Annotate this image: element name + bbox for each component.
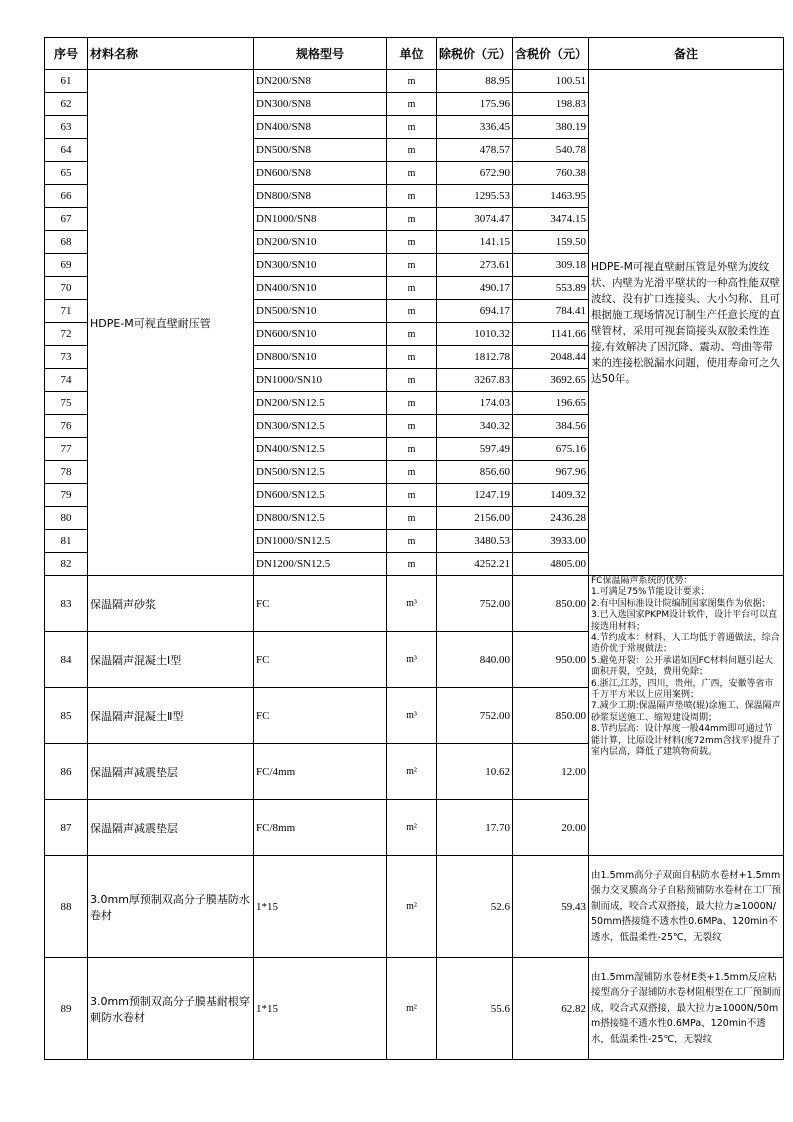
row-number: 86: [45, 744, 88, 800]
spec-model: DN400/SN8: [254, 116, 387, 139]
price-excl-tax: 3074.47: [437, 208, 513, 231]
unit: m: [387, 553, 437, 576]
row-number: 75: [45, 392, 88, 415]
unit: m: [387, 484, 437, 507]
price-incl-tax: 20.00: [513, 800, 589, 856]
price-incl-tax: 675.16: [513, 438, 589, 461]
unit: m²: [387, 856, 437, 958]
row-number: 76: [45, 415, 88, 438]
spec-model: FC: [254, 576, 387, 632]
price-excl-tax: 1247.19: [437, 484, 513, 507]
unit: m: [387, 231, 437, 254]
price-incl-tax: 4805.00: [513, 553, 589, 576]
price-incl-tax: 2048.44: [513, 346, 589, 369]
unit: m: [387, 93, 437, 116]
row-number: 88: [45, 856, 88, 958]
header-price-ex: 除税价（元）: [437, 38, 513, 70]
spec-model: DN1000/SN8: [254, 208, 387, 231]
spec-model: DN600/SN10: [254, 323, 387, 346]
spec-model: DN1000/SN10: [254, 369, 387, 392]
unit: m: [387, 208, 437, 231]
row-number: 71: [45, 300, 88, 323]
spec-model: DN1000/SN12.5: [254, 530, 387, 553]
unit: m: [387, 162, 437, 185]
header-unit: 单位: [387, 38, 437, 70]
unit: m: [387, 392, 437, 415]
table-row: [45, 576, 784, 632]
spec-model: DN400/SN12.5: [254, 438, 387, 461]
price-incl-tax: 159.50: [513, 231, 589, 254]
price-excl-tax: 1812.78: [437, 346, 513, 369]
price-excl-tax: 55.6: [437, 958, 513, 1060]
spec-model: DN800/SN8: [254, 185, 387, 208]
price-incl-tax: 1141.66: [513, 323, 589, 346]
price-excl-tax: 340.32: [437, 415, 513, 438]
price-incl-tax: 196.65: [513, 392, 589, 415]
remark-line: 7.减少工期:保温隔声垫喷(辊)涂施工、保温隔声砂浆泵送施工、缩短建设周期；: [591, 701, 781, 723]
remark-line: 8.节约层高：设计厚度一般44mm即可通过节能计算，比原设计材料(度72mm含找平)提升了室内层高，降低了建筑物荷载。: [591, 724, 781, 758]
row-number: 64: [45, 139, 88, 162]
header-spec: 规格型号: [254, 38, 387, 70]
price-excl-tax: 141.15: [437, 231, 513, 254]
row-number: 72: [45, 323, 88, 346]
row-number: 68: [45, 231, 88, 254]
row-number: 77: [45, 438, 88, 461]
remark-line: 4.节约成本：材料、人工均低于普通做法，综合造价优于常规做法；: [591, 633, 780, 655]
unit: m: [387, 254, 437, 277]
unit: m²: [387, 800, 437, 856]
price-incl-tax: 384.56: [513, 415, 589, 438]
row-number: 67: [45, 208, 88, 231]
table-body: [45, 70, 784, 1060]
row-number: 74: [45, 369, 88, 392]
price-incl-tax: 967.96: [513, 461, 589, 484]
price-incl-tax: 760.38: [513, 162, 589, 185]
spec-model: DN300/SN8: [254, 93, 387, 116]
price-excl-tax: 672.90: [437, 162, 513, 185]
table-row: [45, 958, 784, 1060]
price-excl-tax: 52.6: [437, 856, 513, 958]
row-number: 70: [45, 277, 88, 300]
spec-model: DN200/SN12.5: [254, 392, 387, 415]
unit: m²: [387, 958, 437, 1060]
remark-hdpe: HDPE-M可视直壁耐压管是外壁为波纹状、内壁为光滑平壁状的一种高性能双壁波纹、没有扩口连接头、大小匀称、且可根据施工现场情况订制生产任意长度的直壁管材，采用可视套筒接头双胶柔性连接,有效解决了因沉降、震动、弯曲等带来的连接松脱漏水问题，使用寿命可之久达50年。: [589, 70, 784, 576]
price-incl-tax: 850.00: [513, 688, 589, 744]
row-number: 69: [45, 254, 88, 277]
price-incl-tax: 850.00: [513, 576, 589, 632]
material-name: 保温隔声减震垫层: [88, 800, 254, 856]
material-name: 保温隔声砂浆: [88, 576, 254, 632]
unit: m²: [387, 744, 437, 800]
price-incl-tax: 950.00: [513, 632, 589, 688]
row-number: 89: [45, 958, 88, 1060]
row-number: 73: [45, 346, 88, 369]
price-excl-tax: 752.00: [437, 688, 513, 744]
price-excl-tax: 174.03: [437, 392, 513, 415]
price-excl-tax: 1010.32: [437, 323, 513, 346]
price-excl-tax: 17.70: [437, 800, 513, 856]
unit: m: [387, 116, 437, 139]
material-name: HDPE-M可视直壁耐压管: [88, 70, 254, 576]
price-excl-tax: 10.62: [437, 744, 513, 800]
spec-model: DN500/SN12.5: [254, 461, 387, 484]
unit: m: [387, 346, 437, 369]
row-number: 87: [45, 800, 88, 856]
row-number: 63: [45, 116, 88, 139]
price-excl-tax: 3480.53: [437, 530, 513, 553]
unit: m: [387, 70, 437, 93]
unit: m: [387, 369, 437, 392]
row-number: 79: [45, 484, 88, 507]
spec-model: DN300/SN12.5: [254, 415, 387, 438]
price-incl-tax: 3933.00: [513, 530, 589, 553]
spec-model: DN600/SN12.5: [254, 484, 387, 507]
row-number: 61: [45, 70, 88, 93]
price-excl-tax: 856.60: [437, 461, 513, 484]
remark-line: 3.已入选国家PKPM设计软件，设计平台可以直接选用材料；: [591, 610, 778, 632]
price-excl-tax: 1295.53: [437, 185, 513, 208]
spec-model: DN1200/SN12.5: [254, 553, 387, 576]
material-name: 保温隔声混凝土Ⅰ型: [88, 632, 254, 688]
remark-line: 6.浙江,江苏，四川，贵州，广西，安徽等省市千万平方米以上应用案例；: [591, 678, 774, 701]
price-excl-tax: 273.61: [437, 254, 513, 277]
unit: m: [387, 185, 437, 208]
header-price-in: 含税价（元）: [513, 38, 589, 70]
header-no: 序号: [45, 38, 88, 70]
row-number: 85: [45, 688, 88, 744]
material-name: 保温隔声减震垫层: [88, 744, 254, 800]
spec-model: DN800/SN12.5: [254, 507, 387, 530]
price-excl-tax: 2156.00: [437, 507, 513, 530]
price-excl-tax: 3267.83: [437, 369, 513, 392]
material-name: 3.0mm厚预制双高分子膜基防水卷材: [88, 856, 254, 958]
unit: m: [387, 323, 437, 346]
price-incl-tax: 100.51: [513, 70, 589, 93]
row-number: 78: [45, 461, 88, 484]
row-number: 84: [45, 632, 88, 688]
unit: m: [387, 507, 437, 530]
spec-model: DN200/SN10: [254, 231, 387, 254]
unit: m³: [387, 632, 437, 688]
price-incl-tax: 309.18: [513, 254, 589, 277]
header-row: [45, 38, 784, 70]
remark-membrane: 由1.5mm高分子双面自粘防水卷材+1.5mm强力交叉膜高分子自粘预铺防水卷材在工厂预制而成，咬合式双搭接，最大拉力≥1000N/50mm搭接缝不透水性0.6MPa、120min不透水，低温柔性-25℃，无裂纹: [589, 856, 784, 958]
price-excl-tax: 694.17: [437, 300, 513, 323]
remark-fc: [589, 576, 784, 856]
price-incl-tax: 2436.28: [513, 507, 589, 530]
table-row: [45, 856, 784, 958]
price-incl-tax: 12.00: [513, 744, 589, 800]
unit: m: [387, 139, 437, 162]
row-number: 62: [45, 93, 88, 116]
price-excl-tax: 175.96: [437, 93, 513, 116]
price-incl-tax: 540.78: [513, 139, 589, 162]
remark-line: FC保温隔声系统的优势：: [591, 576, 693, 586]
material-price-table: [44, 37, 784, 1060]
spec-model: DN200/SN8: [254, 70, 387, 93]
row-number: 83: [45, 576, 88, 632]
unit: m³: [387, 688, 437, 744]
spec-model: 1*15: [254, 856, 387, 958]
spec-model: FC/4mm: [254, 744, 387, 800]
spec-model: DN500/SN8: [254, 139, 387, 162]
spec-model: DN800/SN10: [254, 346, 387, 369]
unit: m: [387, 438, 437, 461]
header-name: 材料名称: [88, 38, 254, 70]
unit: m³: [387, 576, 437, 632]
remark-line: 2.有中国标准设计院编制国家图集作为依据；: [591, 598, 771, 609]
price-incl-tax: 59.43: [513, 856, 589, 958]
spec-model: FC: [254, 632, 387, 688]
remark-line: 5.避免开裂：公开承诺如因FC材料问题引起大面积开裂，空鼓，费用免除；: [591, 655, 774, 678]
price-incl-tax: 784.41: [513, 300, 589, 323]
unit: m: [387, 415, 437, 438]
spec-model: FC/8mm: [254, 800, 387, 856]
price-incl-tax: 380.19: [513, 116, 589, 139]
price-incl-tax: 3692.65: [513, 369, 589, 392]
unit: m: [387, 530, 437, 553]
spec-model: DN500/SN10: [254, 300, 387, 323]
table-row: [45, 70, 784, 93]
row-number: 80: [45, 507, 88, 530]
price-excl-tax: 490.17: [437, 277, 513, 300]
price-incl-tax: 1409.32: [513, 484, 589, 507]
price-incl-tax: 198.83: [513, 93, 589, 116]
remark-line: 1.可满足75%节能设计要求；: [591, 587, 710, 598]
price-excl-tax: 597.49: [437, 438, 513, 461]
price-excl-tax: 336.45: [437, 116, 513, 139]
unit: m: [387, 277, 437, 300]
unit: m: [387, 461, 437, 484]
spec-model: DN400/SN10: [254, 277, 387, 300]
spec-model: 1*15: [254, 958, 387, 1060]
material-name: 保温隔声混凝土Ⅱ型: [88, 688, 254, 744]
price-incl-tax: 62.82: [513, 958, 589, 1060]
price-excl-tax: 4252.21: [437, 553, 513, 576]
row-number: 66: [45, 185, 88, 208]
spec-model: DN600/SN8: [254, 162, 387, 185]
price-excl-tax: 478.57: [437, 139, 513, 162]
price-excl-tax: 88.95: [437, 70, 513, 93]
price-incl-tax: 1463.95: [513, 185, 589, 208]
price-incl-tax: 3474.15: [513, 208, 589, 231]
spec-model: FC: [254, 688, 387, 744]
spec-model: DN300/SN10: [254, 254, 387, 277]
material-name: 3.0mm预制双高分子膜基耐根穿刺防水卷材: [88, 958, 254, 1060]
row-number: 82: [45, 553, 88, 576]
price-sheet: [44, 37, 784, 1060]
price-excl-tax: 752.00: [437, 576, 513, 632]
price-incl-tax: 553.89: [513, 277, 589, 300]
row-number: 65: [45, 162, 88, 185]
header-note: 备注: [589, 38, 784, 70]
price-excl-tax: 840.00: [437, 632, 513, 688]
remark-membrane: 由1.5mm湿铺防水卷材E类+1.5mm反应粘接型高分子湿铺防水卷材阻根型在工厂预制而成，咬合式双搭接，最大拉力≥1000N/50mm搭接缝不透水性0.6MPa、120min不透水，低温柔性-25℃，无裂纹: [589, 958, 784, 1060]
row-number: 81: [45, 530, 88, 553]
unit: m: [387, 300, 437, 323]
